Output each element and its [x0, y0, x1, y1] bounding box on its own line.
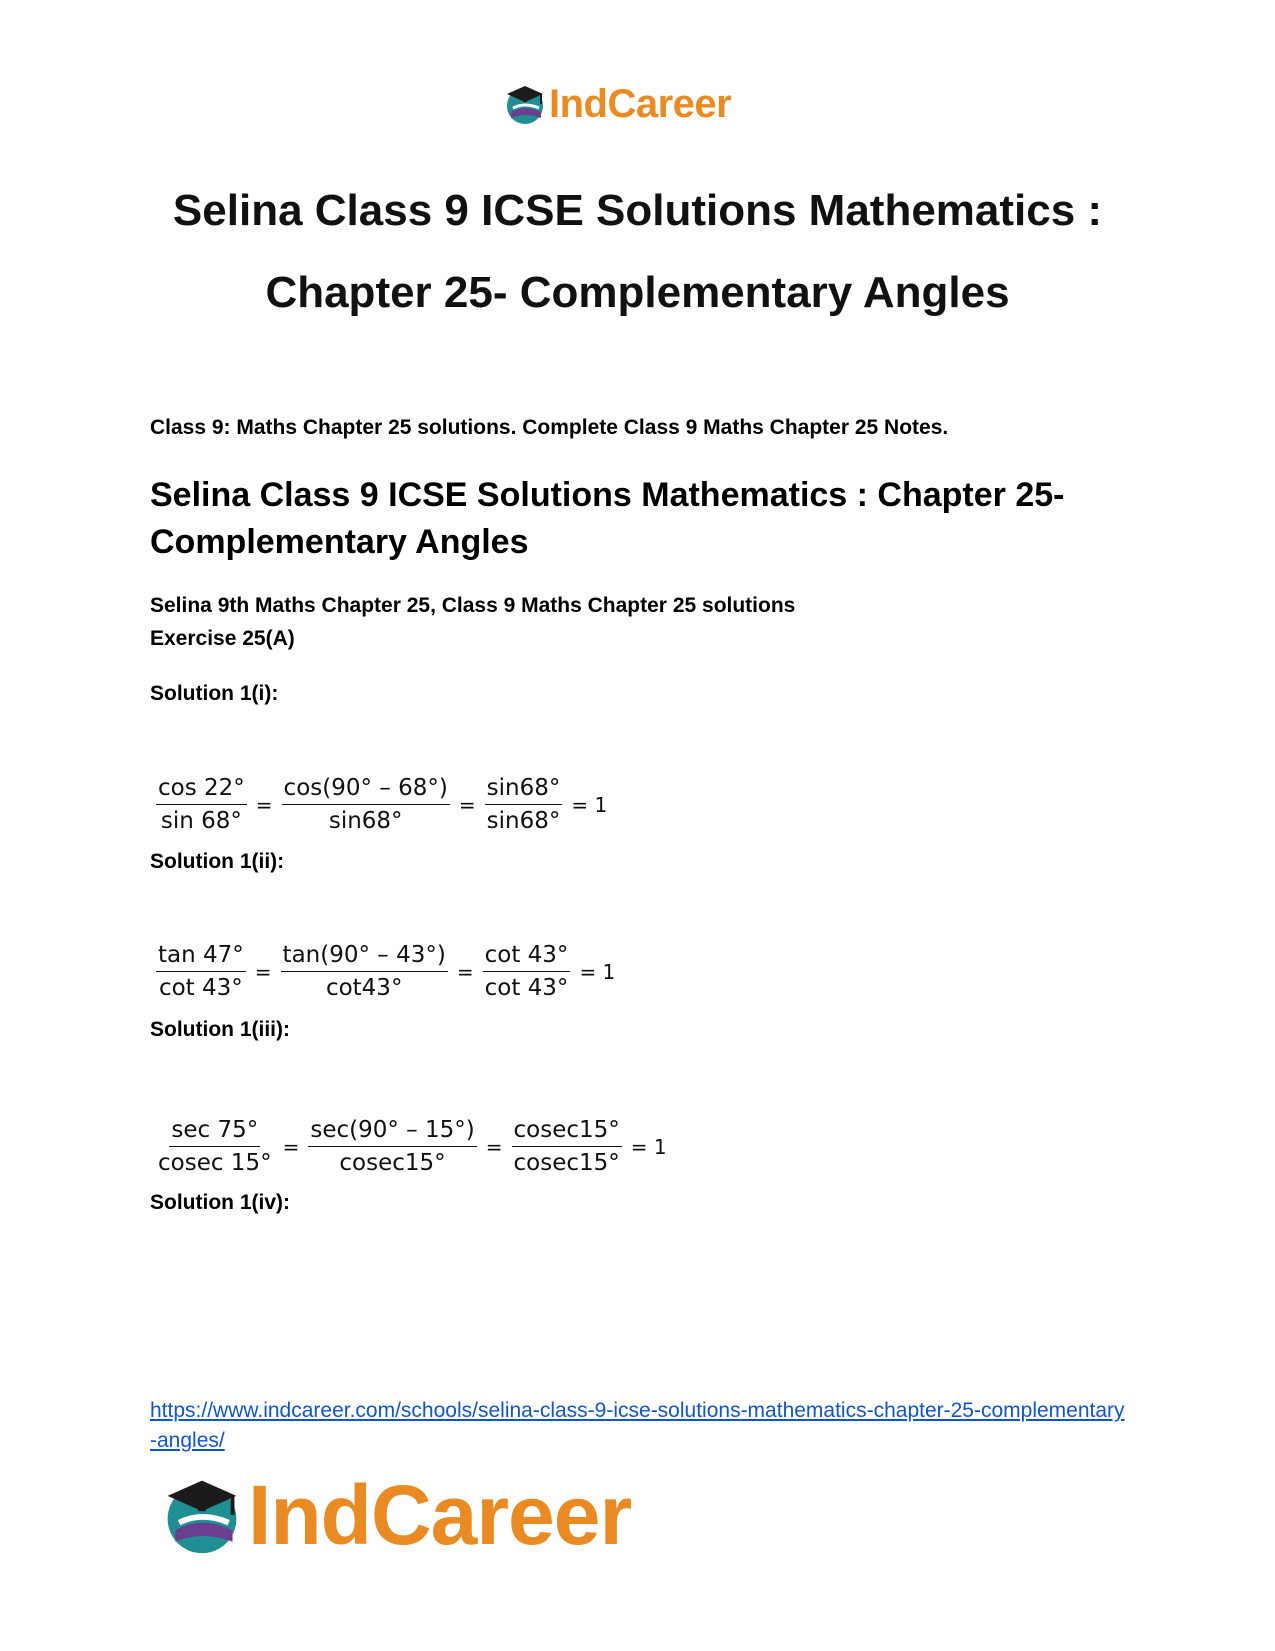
numerator: tan(90° – 43°): [281, 942, 448, 972]
denominator: cosec 15°: [158, 1150, 272, 1176]
sub-heading: Selina 9th Maths Chapter 25, Class 9 Maths Chapter 25 solutions: [150, 594, 796, 617]
indcareer-logo-top: [503, 80, 731, 128]
denominator: cot 43°: [158, 975, 243, 1001]
document-title: Selina Class 9 ICSE Solutions Mathematics : Chapter 25- Complementary Angles: [172, 186, 1103, 317]
denominator: sin68°: [486, 808, 561, 834]
graduation-cap-globe-icon: [503, 82, 547, 126]
denominator: cot 43°: [484, 975, 569, 1001]
brand-wordmark: IndCareer: [248, 1467, 632, 1562]
equals-sign: =: [458, 792, 476, 817]
fraction: [308, 1117, 476, 1176]
solution-label: Solution 1(iv):: [150, 1191, 290, 1214]
solution-equation: [156, 775, 616, 834]
denominator: cosec15°: [339, 1150, 446, 1176]
solution-label: Solution 1(ii):: [150, 850, 285, 873]
equals-sign: =: [255, 792, 273, 817]
solution-equation: [156, 1117, 676, 1176]
exercise-heading: Exercise 25(A): [150, 627, 295, 650]
result: = 1: [579, 959, 616, 984]
indcareer-logo-bottom: [160, 1467, 632, 1562]
equals-sign: =: [282, 1134, 300, 1159]
numerator: cosec15°: [512, 1117, 622, 1147]
equals-sign: =: [254, 959, 272, 984]
content: [150, 414, 1130, 620]
intro-text: Class 9: Maths Chapter 25 solutions. Complete Class 9 Maths Chapter 25 Notes.: [150, 416, 949, 439]
numerator: cos(90° – 68°): [282, 775, 450, 805]
equals-sign: =: [456, 959, 474, 984]
fraction: [512, 1117, 622, 1176]
fraction: [156, 1117, 274, 1176]
result: = 1: [630, 1134, 667, 1159]
fraction: [281, 942, 448, 1001]
numerator: sec(90° – 15°): [308, 1117, 476, 1147]
numerator: cot 43°: [483, 942, 571, 972]
source-link[interactable]: https://www.indcareer.com/schools/selina-class-9-icse-solutions-mathematics-chapter-25-complementary-angles/: [150, 1399, 1125, 1452]
equals-sign: =: [485, 1134, 503, 1159]
denominator: cosec15°: [513, 1150, 620, 1176]
denominator: cot43°: [325, 975, 403, 1001]
result: = 1: [571, 792, 608, 817]
fraction: [485, 775, 563, 834]
section-heading: Selina Class 9 ICSE Solutions Mathematics : Chapter 25- Complementary Angles: [150, 476, 1065, 561]
numerator: sec 75°: [169, 1117, 260, 1147]
solution-label: Solution 1(iii):: [150, 1018, 290, 1041]
numerator: tan 47°: [156, 942, 246, 972]
fraction: [156, 942, 246, 1001]
numerator: sin68°: [485, 775, 563, 805]
fraction: [282, 775, 450, 834]
brand-wordmark: IndCareer: [549, 81, 732, 126]
solution-label: Solution 1(i):: [150, 682, 279, 705]
numerator: cos 22°: [156, 775, 247, 805]
denominator: sin 68°: [160, 808, 242, 834]
denominator: sin68°: [328, 808, 403, 834]
solution-equation: [156, 942, 624, 1001]
fraction: [483, 942, 571, 1001]
graduation-cap-globe-icon: [160, 1473, 244, 1557]
fraction: [156, 775, 247, 834]
